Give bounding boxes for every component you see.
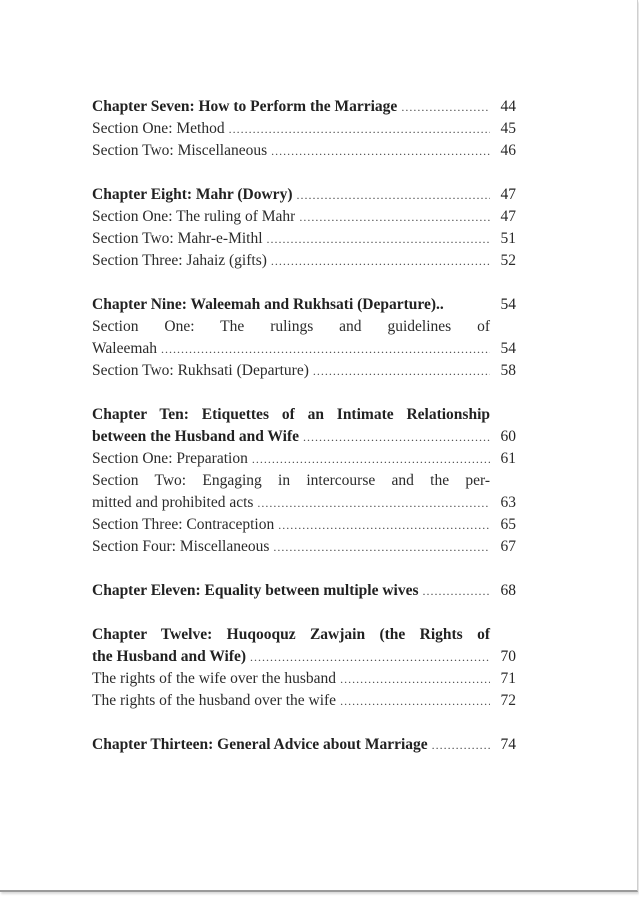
toc-entry-title: Waleemah xyxy=(92,340,158,357)
toc-entry-title: The rights of the wife over the husband xyxy=(92,670,337,687)
dot-leader xyxy=(423,580,491,602)
toc-entry-section[interactable] xyxy=(92,118,516,140)
toc-entry-chapter-nine[interactable] xyxy=(92,294,516,316)
toc-page-number: 47 xyxy=(500,208,516,225)
toc-entry-section[interactable] xyxy=(92,536,516,558)
toc-page-number: 68 xyxy=(500,582,516,599)
toc-entry-chapter-seven[interactable] xyxy=(92,96,516,118)
dot-leader xyxy=(271,140,490,162)
toc-entry-title-line1: Chapter Twelve: Huqooquz Zawjain (the Rights of xyxy=(92,626,490,643)
toc-entry-section[interactable] xyxy=(92,360,516,382)
toc-entry-chapter-ten[interactable] xyxy=(92,426,516,448)
toc-entry-section[interactable] xyxy=(92,250,516,272)
toc-entry-chapter-ten-line1[interactable] xyxy=(92,404,516,426)
toc-entry-section-line1[interactable] xyxy=(92,316,516,338)
toc-entry-chapter-twelve[interactable] xyxy=(92,646,516,668)
toc-entry-title: Section One: Method xyxy=(92,120,225,137)
toc-page-number: 63 xyxy=(500,494,516,511)
toc-page-number: 71 xyxy=(500,670,516,687)
toc-entry-title: Chapter Seven: How to Perform the Marriage xyxy=(92,98,398,115)
toc-page-number: 72 xyxy=(500,692,516,709)
toc-page-number: 52 xyxy=(500,252,516,269)
toc-entry-section[interactable] xyxy=(92,492,516,514)
toc-page-number: 46 xyxy=(500,142,516,159)
toc-entry-title-line1: Chapter Ten: Etiquettes of an Intimate Relationship xyxy=(92,406,490,423)
toc-page-number: 60 xyxy=(500,428,516,445)
toc-entry-title: Section Three: Jahaiz (gifts) xyxy=(92,252,267,269)
table-of-contents xyxy=(92,96,516,756)
toc-entry-section[interactable] xyxy=(92,338,516,360)
toc-page-number: 54 xyxy=(500,340,516,357)
dot-leader xyxy=(296,184,490,206)
dot-leader xyxy=(257,492,490,514)
dot-leader xyxy=(401,96,490,118)
toc-entry-title: Chapter Eight: Mahr (Dowry) xyxy=(92,186,293,203)
toc-page-number: 67 xyxy=(500,538,516,555)
dot-leader xyxy=(161,338,490,360)
dot-leader xyxy=(229,118,490,140)
toc-entry-section[interactable] xyxy=(92,448,516,470)
toc-entry-title: Section Four: Miscellaneous xyxy=(92,538,270,555)
toc-entry-chapter-twelve-line1[interactable] xyxy=(92,624,516,646)
toc-page-number: 51 xyxy=(500,230,516,247)
spacer xyxy=(92,162,516,184)
toc-entry-title: The rights of the husband over the wife xyxy=(92,692,337,709)
dot-leader xyxy=(250,646,490,668)
toc-entry-title: between the Husband and Wife xyxy=(92,428,299,445)
spacer xyxy=(92,272,516,294)
toc-page-number: 58 xyxy=(500,362,516,379)
toc-entry-title: Chapter Thirteen: General Advice about Marriage xyxy=(92,736,428,753)
toc-entry-title: Section One: Preparation xyxy=(92,450,248,467)
toc-entry-title: Section Three: Contraception xyxy=(92,516,275,533)
toc-entry-title: Section Two: Miscellaneous xyxy=(92,142,268,159)
toc-page-number: 54 xyxy=(500,296,516,313)
dot-leader xyxy=(340,668,490,690)
toc-entry-section[interactable] xyxy=(92,514,516,536)
toc-page-number: 70 xyxy=(500,648,516,665)
toc-entry-chapter-eleven[interactable] xyxy=(92,580,516,602)
toc-entry-chapter-eight[interactable] xyxy=(92,184,516,206)
spacer xyxy=(92,602,516,624)
toc-page-number: 44 xyxy=(500,98,516,115)
dot-leader xyxy=(252,448,490,470)
spacer xyxy=(92,712,516,734)
dot-leader xyxy=(432,734,490,756)
toc-entry-section[interactable] xyxy=(92,668,516,690)
toc-entry-section[interactable] xyxy=(92,206,516,228)
toc-entry-title: mitted and prohibited acts xyxy=(92,494,254,511)
dot-leader xyxy=(273,536,490,558)
dot-leader xyxy=(271,250,490,272)
dot-leader xyxy=(278,514,490,536)
toc-entry-title: the Husband and Wife) xyxy=(92,648,247,665)
toc-entry-title: Chapter Nine: Waleemah and Rukhsati (Departure).. xyxy=(92,296,444,313)
toc-page-number: 61 xyxy=(500,450,516,467)
toc-entry-title: Section One: The ruling of Mahr xyxy=(92,208,296,225)
toc-entry-title: Chapter Eleven: Equality between multiple wives xyxy=(92,582,419,599)
toc-entry-title-line1: Section One: The rulings and guidelines of xyxy=(92,318,490,335)
toc-page-number: 65 xyxy=(500,516,516,533)
dot-leader xyxy=(267,228,490,250)
dot-leader xyxy=(303,426,490,448)
toc-entry-title-line1: Section Two: Engaging in intercourse and the per- xyxy=(92,472,490,489)
toc-entry-title: Section Two: Mahr-e-Mithl xyxy=(92,230,263,247)
toc-entry-chapter-thirteen[interactable] xyxy=(92,734,516,756)
toc-entry-section[interactable] xyxy=(92,690,516,712)
spacer xyxy=(92,558,516,580)
toc-entry-section[interactable] xyxy=(92,140,516,162)
toc-page-number: 45 xyxy=(500,120,516,137)
spacer xyxy=(92,382,516,404)
dot-leader xyxy=(340,690,490,712)
toc-page-number: 74 xyxy=(500,736,516,753)
dot-leader xyxy=(299,206,490,228)
toc-entry-section-line1[interactable] xyxy=(92,470,516,492)
toc-entry-title: Section Two: Rukhsati (Departure) xyxy=(92,362,309,379)
dot-leader xyxy=(313,360,490,382)
toc-page-number: 47 xyxy=(500,186,516,203)
toc-entry-section[interactable] xyxy=(92,228,516,250)
